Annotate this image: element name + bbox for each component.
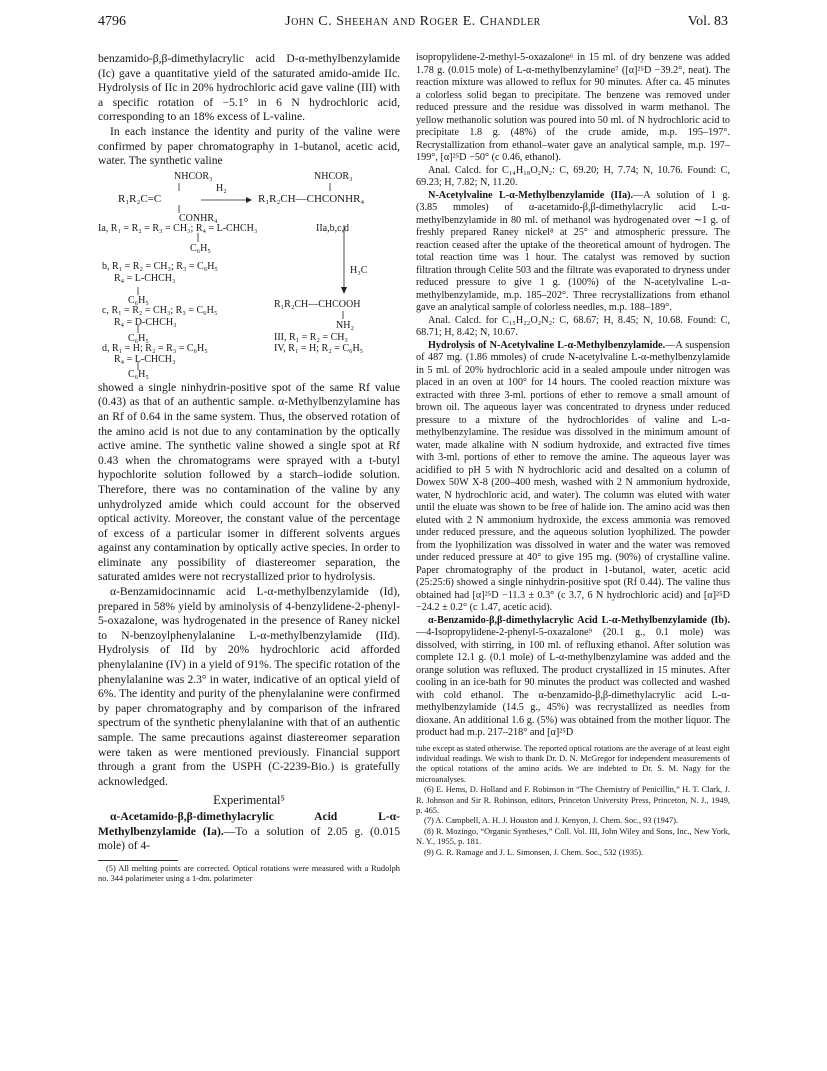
- footnote-9: (9) G. R. Ramage and J. L. Simonsen, J. Chem. Soc., 532 (1935).: [424, 847, 644, 857]
- scheme-phenyl-a: C₆H₅: [190, 242, 211, 254]
- left-paragraph-3: showed a single ninhydrin-positive spot of the same Rf value (0.43) as that of an authentic sample. α-Methylbenzylamine has an Rf of 0.64 in the same system. Thus, the observed rotation of the amino acid is not due to any contamination by the optically active amine. The synthetic valine showed a single spot at Rf 0.43 when the chromatograms were sprayed with a t-butyl hypochlorite solution followed by a starch–iodide solution. Therefore, there was no contamination of the valine by any unhydrolyzed amide which could account for the observed optical activity. Moreover, the constant value of the percentage of excess of a particular isomer in different solvents argues against any contamination by optically active species. In order to eliminate any possibility of diastereomer separation, the saturated amides were not recrystallized prior to hydrolysis.: [98, 380, 400, 584]
- right-paragraph-2: [416, 190, 730, 315]
- scheme-d-r4: R₄ = L-CHCH₃: [114, 353, 176, 365]
- left-paragraph-1: benzamido-β,β-dimethylacrylic acid D-α-methylbenzylamide (Ic) gave a quantitative yield of the saturated amido-amide IIc. Hydrolysis of IIc in 20% hydrochloric acid gave valine (III) with a specific rotation of −5.1° in 6 N hydrochloric acid, corresponding to an 18% excess of L-valine.: [98, 52, 400, 124]
- scheme-phenyl-d: C₆H₅: [128, 368, 149, 380]
- scheme-c-definition: c, R₁ = R₂ = CH₃; R₃ = C₆H₅: [102, 304, 218, 316]
- procedure-text-hydrolysis: —A suspension of 487 mg. (1.86 mmoles) of crude N-acetylvaline L-α-methylbenzylamide in 5 ml. of 20% hydrochloric acid in a sealed ampoule under nitrogen was placed in an oven at 100° for 14 hours. The cooled reaction mixture was extracted with three 3-ml. portions of ether to remove a small amount of brown oil. The aqueous layer was concentrated to dryness under reduced pressure to a mixture of the hydrochlorides of valine and L-α-methylbenzylamine. The residue was dissolved in the minimum amount of water, made alkaline with N sodium hydroxide, and extracted five times with 3-ml. portions of ether to remove the amine. The aqueous layer was acidified to pH 5 with N hydrochloric acid and desalted on a column of Dowex 50W X-8 (200–400 mesh, washed with 2 N ammonium hydroxide, water, N hydrochloric acid, and water). The column was eluted with water until the eluate was shown to be free of halide ion. The amino acid was then eluted with 2 N ammonium hydroxide, the excess ammonia was removed under reduced pressure, and the aqueous solution lyophilized. The powder from the lyophilization was dissolved in water and the water was removed under reduced pressure at 40° to give 195 mg. (90%) of crystalline valine. Paper chromatography of the product in 1-butanol, water, acetic acid (25:25:6) showed a single ninhydrin-positive spot (Rf 0.44). The valine thus obtained had [α]²⁵D −11.3 ± 0.3° (c 3.7, 6 N hydrochloric acid) and [α]²⁵D −24.2 ± 0.2° (c 1.47, acetic acid).: [416, 339, 730, 613]
- right-paragraph-1: isopropylidene-2-methyl-5-oxazalone⁶ in 15 ml. of dry benzene was added 1.78 g. (0.015 mole) of L-α-methylbenzylamine⁷ ([α]²⁵D −39.2°, neat). The reaction mixture was allowed to reflux for 90 minutes. After ca. 45 minutes a colorless solid began to precipitate. The benzene was removed under reduced pressure and the residue was dissolved in warm methanol. The yellow methanolic solution was poured into 50 ml. of N hydrochloric acid to precipitate 1.8 g. (48%) of the crude amide, m.p. 195–197°. Recrystallization from ethanol–water gave an analytical sample, m.p. 197–199°, [α]²⁵D −50° (c 0.46, ethanol).: [416, 52, 730, 163]
- procedure-text-ib: —4-Isopropylidene-2-phenyl-5-oxazalone⁹ (20.1 g., 0.1 mole) was dissolved, with stirring, in 100 ml. of refluxing ethanol. After solution was complete 12.1 g. (0.1 mole) of L-α-methylbenzylamine was added and the orange solution was refluxed. The product crystallized in 15 minutes. After cooling in an ice-bath for 90 minutes the product was collected and washed with cold ethanol. The α-benzamido-β,β-dimethylacrylic acid L-α-methylbenzylamide (14.5 g., 45%) was recrystallized as needles from dioxane. An additional 1.6 g. (5%) was obtained from the mother liquor. The product had m.p. 217–218° and [α]²⁵D: [416, 627, 730, 738]
- scheme-iia-label: IIa,b,c,d: [316, 222, 350, 234]
- scheme-amino-acid: R₁R₂CH—CHCOOH: [274, 298, 361, 310]
- page-number: 4796: [98, 14, 126, 29]
- left-paragraph-4: α-Benzamidocinnamic acid L-α-methylbenzylamide (Id), prepared in 58% yield by aminolysis of 4-benzylidene-2-phenyl-5-oxazalone, was hydrogenated in the presence of Raney nickel to N-benzoylphenylalanine L-α-methylbenzylamide (IId). Hydrolysis of IId by 20% hydrochloric acid afforded phenylalanine (IV) in a yield of 91%. The specific rotation of the phenylalanine was 2.3° in water, indicative of an optical yield of 6%. The identity and purity of the phenylalanine were confirmed by paper chromatography and by comparison of the infrared spectrum of the synthetic phenylalanine with that of an authentic sample. The same precautions against diastereomer separation were taken as were mentioned previously. Financial support through a grant from the USPH (C-2239-Bio.) is gratefully acknowledged.: [98, 585, 400, 788]
- scheme-phenyl-b: C₆H₅: [128, 294, 149, 306]
- procedure-title-hydrolysis: Hydrolysis of N-Acetylvaline L-α-Methylbenzylamide.: [428, 339, 666, 351]
- analysis-ia: Anal. Calcd. for C₁₄H₁₈O₂N₂: C, 69.20; H, 7.74; N, 10.76. Found: C, 69.23; H, 7.82; N, 11.20.: [416, 164, 730, 188]
- scheme-iii-definition: III, R₁ = R₂ = CH₃: [274, 331, 348, 343]
- left-column: [98, 52, 400, 885]
- scheme-b-definition: b, R₁ = R₂ = CH₃; R₃ = C₆H₅: [102, 260, 218, 272]
- scheme-nh2: NH₂: [336, 319, 354, 331]
- scheme-h2-label: H₂: [216, 182, 227, 194]
- section-heading-experimental: Experimental⁵: [213, 793, 285, 808]
- scheme-iv-definition: IV, R₁ = H; R₂ = C₆H₅: [274, 342, 364, 354]
- running-title: John C. Sheehan and Roger E. Chandler: [285, 14, 541, 29]
- scheme-ia-definition: Ia, R₁ = R₂ = R₃ = CH₃; R₄ = L-CHCH₃: [98, 222, 258, 234]
- procedure-text-ia: —To a solution of 2.05 g. (0.015 mole) of 4-: [98, 824, 401, 853]
- right-paragraph-4: [416, 615, 730, 740]
- footnotes-right: [416, 744, 730, 858]
- scheme-b-r4: R₄ = L-CHCH₃: [114, 272, 176, 284]
- left-paragraph-2: In each instance the identity and purity of the valine were confirmed by paper chromatography in 1-butanol, acetic acid, water. The synthetic valine: [98, 124, 400, 168]
- scheme-phenyl-c: C₆H₅: [128, 332, 149, 344]
- scheme-reactant-core: R₁R₂C=C: [118, 192, 162, 205]
- footnote-divider: [98, 860, 178, 861]
- footnote-7: (7) A. Campbell, A. H. J. Houston and J. Kenyon, J. Chem. Soc., 93 (1947).: [424, 816, 679, 826]
- right-paragraph-3: [416, 340, 730, 615]
- scheme-product-core: R₁R₂CH—CHCONHR₄: [258, 192, 365, 205]
- procedure-title-ia: α-Acetamido-β,β-dimethylacrylic Acid L-α-Methylbenzylamide (Ia).: [98, 809, 400, 838]
- footnote-8: (8) R. Mozingo, “Organic Syntheses,” Coll. Vol. III, John Wiley and Sons, Inc., New York, N. Y., 1955, p. 181.: [416, 826, 730, 847]
- running-header: [98, 14, 728, 32]
- scheme-conhr4: CONHR₄: [179, 212, 218, 224]
- scheme-nhcor3-product: NHCOR₃: [314, 170, 353, 182]
- reaction-scheme: [98, 170, 400, 380]
- footnote-6: (6) E. Hems, D. Holland and F. Robinson in “The Chemistry of Penicillin,” H. T. Clark, J. R. Johnson and Sir R. Robinson, editors, Princeton University Press, Princeton, N. J., 1949, p. 465.: [416, 785, 730, 815]
- analysis-iia: Anal. Calcd. for C₁₅H₂₂O₂N₂: C, 68.67; H, 8.45; N, 10.68. Found: C, 68.71; H, 8.42; N, 10.67.: [416, 314, 730, 338]
- footnote-5-continued: tube except as stated otherwise. The reported optical rotations are the average of at least eight individual readings. We wish to thank Dr. D. N. McGregor for independent measurements of the optical rotations of the amino acids. We are indebted to Dr. S. M. Nagy for the microanalyses.: [416, 743, 730, 784]
- scheme-nhcor3-reactant: NHCOR₃: [174, 170, 213, 182]
- footnote-5: (5) All melting points are corrected. Optical rotations were measured with a Rudolph no. 344 polarimeter using a 1-dm. polarimeter: [98, 863, 400, 884]
- left-paragraph-5: [98, 810, 400, 854]
- scheme-h3c-label: H₃C: [350, 264, 368, 276]
- procedure-title-ib: α-Benzamido-β,β-dimethylacrylic Acid L-α-Methylbenzylamide (Ib).: [428, 614, 730, 626]
- scheme-c-r4: R₄ = D-CHCH₃: [114, 316, 177, 328]
- scheme-d-definition: d, R₁ = H; R₂ = R₃ = C₆H₅: [102, 342, 208, 354]
- right-column: [416, 52, 730, 858]
- procedure-text-iia: —A solution of 1 g. (3.85 mmoles) of α-acetamido-β,β-dimethylacrylic acid L-α-methylbenzylamide in 80 ml. of methanol was hydrogenated over ∼1 g. of freshly prepared Raney nickel⁸ at 25° and atmospheric pressure. The reaction ceased after the uptake of the theoretical amount of hydrogen. The total reaction time was 1 hour. The catalyst was removed by suction filtration through Celite 503 and the filtrate was evaporated to dryness under reduced pressure to give 1 g. (100%) of the N-acetylvaline L-α-methylbenzylamide, m.p. 185–202°. Three recrystallizations from ethanol gave an analytical sample of colorless needles, m.p. 188–189°.: [416, 189, 730, 313]
- procedure-title-iia: N-Acetylvaline L-α-Methylbenzylamide (IIa).: [428, 189, 634, 201]
- footnotes-left: [98, 864, 400, 885]
- volume-number: Vol. 83: [687, 14, 728, 29]
